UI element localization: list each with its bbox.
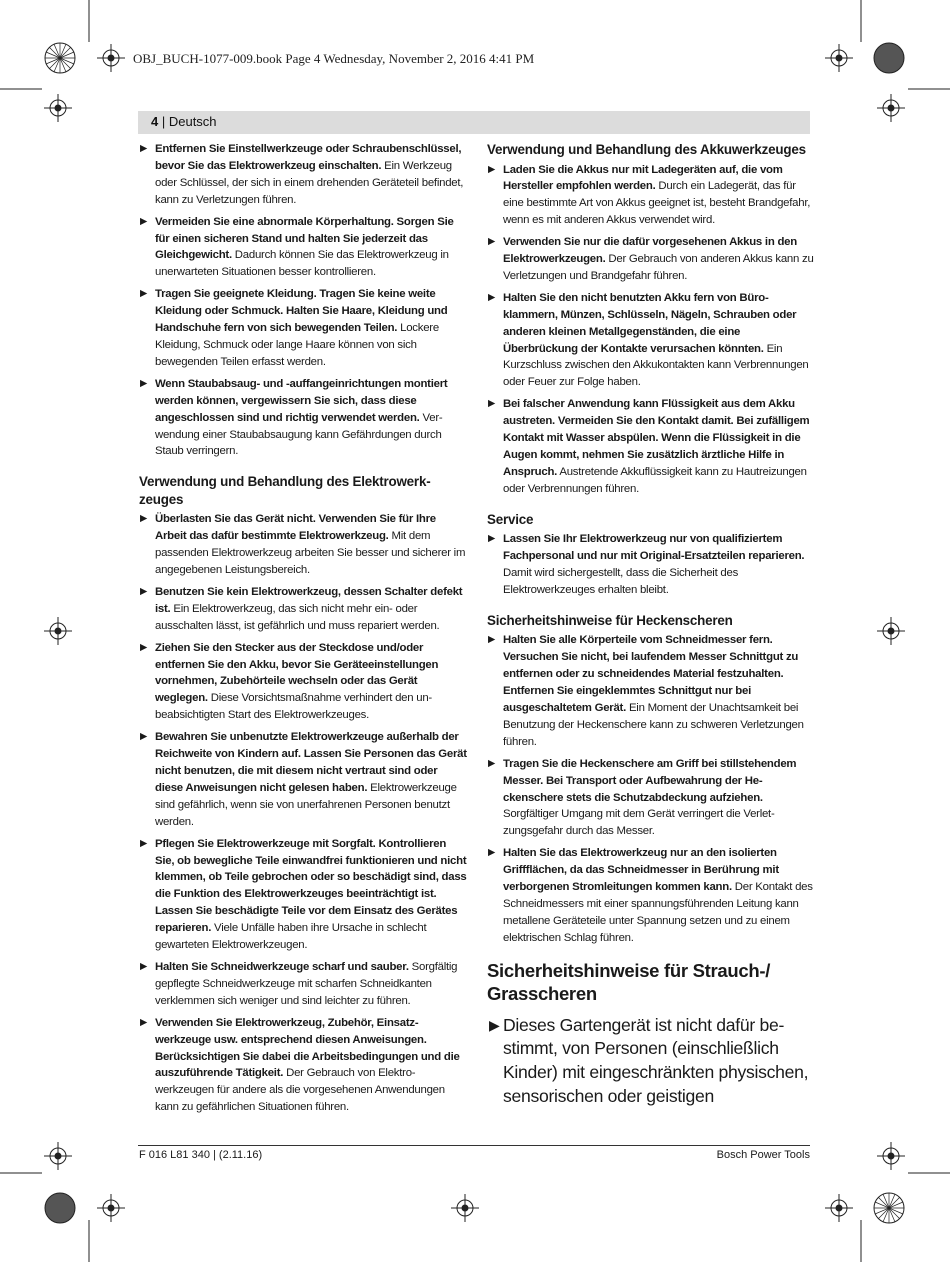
bullet-arrow-icon: ▶ — [140, 513, 148, 525]
section-title: Verwendung und Behandlung des Elektrowerkzeuges — [139, 474, 431, 507]
bullet-arrow-icon: ▶ — [140, 960, 148, 972]
list-item — [139, 214, 467, 282]
solid-disc-mark-top-right — [874, 43, 904, 73]
list-item — [139, 376, 467, 461]
bullet-arrow-icon: ▶ — [140, 1016, 148, 1028]
page-header-bar — [138, 111, 810, 134]
footer-brand: Bosch Power Tools — [716, 1149, 810, 1161]
bullet-arrow-icon: ▶ — [488, 847, 496, 859]
list-item — [487, 756, 814, 841]
big-list-item — [487, 1014, 814, 1109]
left-column — [139, 141, 467, 1121]
page-header — [151, 114, 217, 129]
item-bold-text: Bei falscher Anwendung kann Flüssigkeit aus dem Akku austreten. Vermeiden Sie den Kontakt damit. Bei zufälligem Kontakt mit Wasser abspülen. Wenn die Flüssigkeit in die Augen kommt, nehmen Sie zusätzlich ärztliche Hilfe in Anspruch. — [503, 398, 810, 478]
item-text: Der Kontakt des Schneidmessers mit einer spannungsführenden Leitung kann metallene Geräteteile unter Spannung setzen und zu einem elektrischen Schlag führen. — [503, 881, 813, 944]
header-language: Deutsch — [168, 114, 217, 129]
bullet-arrow-icon: ▶ — [488, 291, 496, 303]
item-text: Ein Moment der Unachtsamkeit bei Benutzung der Heckenschere kann zu schweren Verletzungen führen. — [503, 701, 804, 748]
item-bold-text: Tragen Sie die Heckenschere am Griff bei stillstehendem Messer. Bei Transport oder Aufbewahrung der Heckenschere stets die Schutzabdeckung aufziehen. — [503, 757, 797, 804]
list-item — [487, 162, 814, 230]
item-bold-text: Halten Sie Schneidwerkzeuge scharf und sauber. — [155, 960, 409, 973]
item-text: Damit wird sichergestellt, dass die Sicherheit des Elektrowerkzeuges erhalten bleibt. — [503, 567, 739, 596]
list-item — [139, 141, 467, 209]
item-bold-text: Halten Sie alle Körperteile vom Schneidmesser fern. Versuchen Sie nicht, bei laufendem Messer Schnittgut zu entfernen oder zu schneidendes Material festzuhalten. Entfernen Sie eingeklemmtes Schnittgut nur bei ausgeschaltetem Gerät. — [503, 634, 799, 714]
item-text: Dadurch können Sie das Elektrowerkzeug in unerwarteten Situationen besser kontrollieren. — [155, 249, 449, 279]
bullet-arrow-icon: ▶ — [488, 163, 496, 175]
list-item — [487, 396, 814, 497]
bullet-arrow-icon: ▶ — [488, 757, 496, 769]
item-text: Austretende Akkuflüssigkeit kann zu Hautreizungen oder Verbrennungen führen. — [503, 465, 807, 495]
item-bold-text: Ziehen Sie den Stecker aus der Steckdose und/oder entfernen Sie den Akku, bevor Sie Geräteeinstellungen vornehmen, Zubehörteile wechseln oder das Gerät weglegen. — [155, 641, 439, 705]
bullet-arrow-icon: ▶ — [140, 641, 148, 653]
list-item — [139, 959, 467, 1010]
bullet-arrow-icon: ▶ — [140, 585, 148, 597]
bullet-arrow-icon: ▶ — [140, 377, 148, 389]
bullet-arrow-icon: ▶ — [488, 634, 496, 646]
solid-disc-mark-bottom-left — [45, 1193, 75, 1223]
bullet-arrow-icon: ▶ — [488, 533, 496, 545]
list-item — [139, 584, 467, 635]
section-title: Verwendung und Behandlung des Akkuwerkzeuges — [487, 142, 806, 157]
list-item — [487, 234, 814, 285]
item-bold-text: Lassen Sie Ihr Elektrowerkzeug nur von qualifiziertem Fachpersonal und nur mit Original-Ersatzteilen reparieren. — [503, 533, 805, 563]
item-bold-text: Verwenden Sie Elektrowerkzeug, Zubehör, Einsatzwerkzeuge usw. entsprechend diesen Anweisungen. Berücksichtigen Sie dabei die Arbeitsbedingungen und die auszuführende Tätigkeit. — [155, 1016, 460, 1080]
item-text: Ein Elektrowerkzeug, das sich nicht mehr ein- oder ausschalten lässt, ist gefährlich und muss repariert werden. — [155, 602, 440, 632]
sunburst-mark-bottom-right — [874, 1193, 904, 1223]
item-bold-text: Pflegen Sie Elektrowerkzeuge mit Sorgfalt. Kontrollieren Sie, ob bewegliche Teile einwandfrei funktionieren und nicht klemmen, ob Teile gebrochen oder so beschädigt sind, dass die Funktion des Elektrowerkzeuges beeinträchtigt ist. Lassen Sie beschädigte Teile vor dem Einsatz des Gerätes reparieren. — [155, 837, 467, 935]
list-item — [487, 632, 814, 750]
list-item — [139, 836, 467, 954]
page-number: 4 — [151, 114, 159, 129]
item-text: Lockere Kleidung, Schmuck oder lange Haare können von sich bewegenden Teilen erfasst werden. — [155, 322, 439, 368]
item-text: Durch ein Ladegerät, das für eine bestimmte Art von Akkus geeignet ist, besteht Brandgefahr, wenn es mit anderen Akkus verwendet wird. — [503, 180, 811, 227]
list-item — [139, 1015, 467, 1116]
list-item — [139, 729, 467, 830]
item-bold-text: Laden Sie die Akkus nur mit Ladegeräten auf, die vom Hersteller empfohlen werden. — [503, 163, 783, 193]
footer-doc-number: F 016 L81 340 | (2.11.16) — [139, 1149, 263, 1161]
right-sections — [487, 141, 814, 947]
item-text: Elektrowerkzeuge sind gefährlich, wenn sie von unerfahrenen Personen benutzt werden. — [155, 781, 457, 828]
left-section-items — [139, 511, 467, 1116]
item-text: Diese Vorsichtsmaßnahme verhindert den unbeabsichtigten Start des Elektrowerkzeuges. — [155, 692, 433, 722]
right-column — [487, 141, 814, 1109]
item-bold-text: Halten Sie den nicht benutzten Akku fern von Büroklammern, Münzen, Schlüsseln, Nägeln, Schrauben oder anderen kleinen Metallgegenständen, die eine Überbrückung der Kontakte verursachen könnten. — [503, 291, 797, 355]
bullet-arrow-icon: ▶ — [140, 215, 148, 227]
left-top-items — [139, 141, 467, 460]
bullet-arrow-icon: ▶ — [488, 398, 496, 410]
bullet-arrow-icon: ▶ — [140, 837, 148, 849]
bullet-arrow-icon: ▶ — [140, 731, 148, 743]
item-bold-text: Verwenden Sie nur die dafür vorgesehenen Akkus in den Elektrowerkzeugen. — [503, 236, 797, 266]
item-text: Viele Unfälle haben ihre Ursache in schlecht gewarteten Elektrowerkzeugen. — [155, 922, 427, 952]
bullet-arrow-icon: ▶ — [489, 1016, 500, 1033]
big-section-title: Sicherheitshinweise für Strauch-/ Grasscheren — [487, 959, 771, 1005]
item-text: Ein Werkzeug oder Schlüssel, der sich in einem drehenden Geräteteil befindet, kann zu Verletzungen führen. — [155, 159, 464, 206]
item-bold-text: Benutzen Sie kein Elektrowerkzeug, dessen Schalter defekt ist. — [155, 585, 463, 615]
print-info-line: OBJ_BUCH-1077-009.book Page 4 Wednesday, November 2, 2016 4:41 PM — [133, 51, 535, 66]
header-separator: | — [158, 114, 169, 129]
item-bold-text: Halten Sie das Elektrowerkzeug nur an den isolierten Griffflächen, da das Schneidmesser in Berührung mit verborgenen Stromleitungen kommen kann. — [503, 847, 779, 894]
item-text: Mit dem passenden Elektrowerkzeug arbeiten Sie besser und sicherer im angegebenen Leistungsbereich. — [155, 530, 466, 577]
bullet-arrow-icon: ▶ — [140, 143, 148, 154]
item-text: Sorgfältig gepflegte Schneidwerkzeuge mit scharfen Schneidkanten verklemmen sich weniger und sind leichter zu führen. — [155, 960, 458, 1007]
item-text: Ein Kurzschluss zwischen den Akkukontakten kann Verbrennungen oder Feuer zur Folge haben. — [503, 342, 809, 389]
big-item-text: Dieses Gartengerät ist nicht dafür bestimmt, von Personen (einschließlich Kinder) mit eingeschränkten physischen, sensorischen oder geistigen — [503, 1014, 809, 1107]
item-bold-text: Überlasten Sie das Gerät nicht. Verwenden Sie für Ihre Arbeit das dafür bestimmte Elektrowerkzeug. — [155, 513, 436, 543]
item-text: Sorgfältiger Umgang mit dem Gerät verringert die Verletzungsgefahr durch das Messer. — [503, 808, 775, 838]
list-item — [487, 290, 814, 391]
section-title: Service — [487, 511, 534, 527]
bullet-arrow-icon: ▶ — [488, 236, 496, 248]
list-item — [487, 845, 814, 946]
item-bold-text: Entfernen Sie Einstellwerkzeuge oder Schraubenschlüssel, bevor Sie das Elektrowerkzeug einschalten. — [155, 143, 462, 172]
item-text: Verwendung einer Staubabsaugung kann Gefährdungen durch Staub verringern. — [155, 411, 443, 458]
item-bold-text: Wenn Staubabsaug- und -auffangeinrichtungen montiert werden können, vergewissern Sie sich, dass diese angeschlossen sind und richtig verwendet werden. — [155, 377, 448, 424]
list-item — [139, 286, 467, 371]
item-bold-text: Tragen Sie geeignete Kleidung. Tragen Sie keine weite Kleidung oder Schmuck. Halten Sie Haare, Kleidung und Handschuhe fern von sich bewegenden Teilen. — [155, 288, 448, 335]
list-item — [139, 640, 467, 725]
list-item — [487, 531, 814, 599]
sunburst-mark-top-left — [45, 43, 75, 73]
bullet-arrow-icon: ▶ — [140, 288, 148, 300]
list-item — [139, 511, 467, 579]
item-text: Der Gebrauch von anderen Akkus kann zu Verletzungen und Brandgefahr führen. — [503, 253, 814, 282]
item-bold-text: Bewahren Sie unbenutzte Elektrowerkzeuge außerhalb der Reichweite von Kindern auf. Lassen Sie Personen das Gerät nicht benutzen, die mit diesem nicht vertraut sind oder diese Anweisungen nicht gelesen haben. — [155, 731, 467, 794]
item-bold-text: Vermeiden Sie eine abnormale Körperhaltung. Sorgen Sie für einen sicheren Stand und halten Sie jederzeit das Gleichgewicht. — [155, 215, 454, 262]
section-title: Sicherheitshinweise für Heckenscheren — [487, 612, 733, 628]
footer-rule — [138, 1145, 810, 1146]
item-text: Der Gebrauch von Elektrowerkzeugen für andere als die vorgesehenen Anwendungen kann zu gefährlichen Situationen führen. — [155, 1067, 445, 1114]
